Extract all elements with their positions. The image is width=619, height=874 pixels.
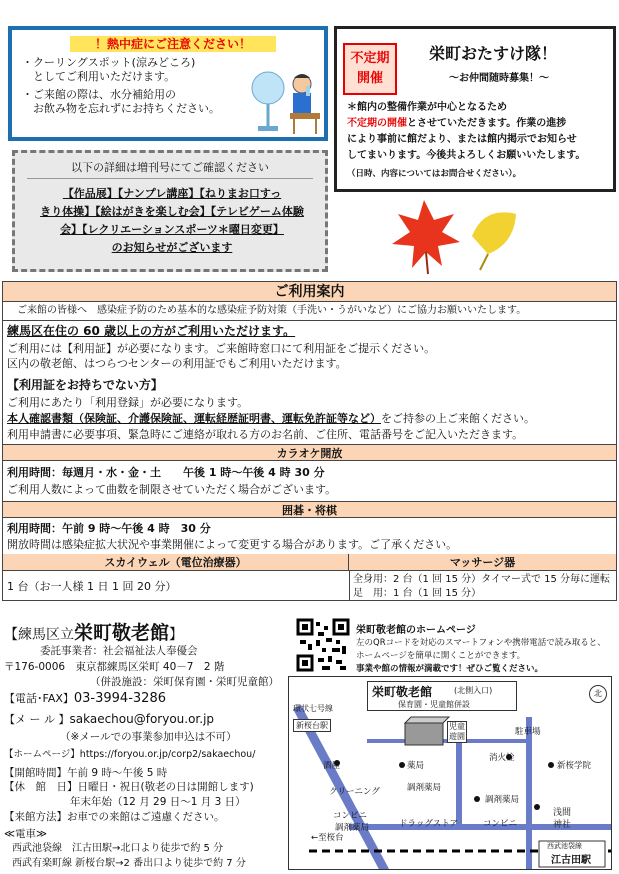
homepage-desc: 左のQRコードを対応のスマートフォンや携帯電話で読み取ると、: [356, 638, 606, 648]
tel-label: 【電話･FAX】: [4, 692, 74, 705]
heatstroke-line: ・ご来館の際は、水分補給用の: [22, 88, 176, 101]
map-label: 酒屋: [323, 761, 341, 771]
mail-row: [4, 712, 214, 727]
map-facility-name: 栄町敬老館: [372, 685, 433, 699]
skywell-title: スカイウェル（電位治療器）: [3, 554, 349, 571]
map-label: 環状七号線: [293, 704, 333, 713]
karaoke-title: カラオケ開放: [3, 444, 616, 461]
access-map: [288, 676, 612, 870]
id-documents: 本人確認書類（保険証、介護保険証、運転経歴証明書、運転免許証等など）: [7, 412, 381, 425]
badge-line: 開催: [356, 71, 383, 86]
irregular-badge: [343, 43, 397, 95]
otasuke-red: 不定期の開催: [347, 118, 407, 129]
train-heading: ≪電車≫: [4, 828, 47, 840]
map-label: コンビニ: [333, 811, 368, 821]
igo-note: 開放時間は感染症拡大状況や事業開催によって変更する場合があります。ご了承ください。: [7, 538, 458, 551]
closed-days: 【休 館 日】日曜日・祝日(敬老の日は開館します): [4, 781, 254, 793]
tel-number: 03-3994-3286: [73, 691, 166, 706]
skywell-body: 1 台（お一人様 1 日 1 回 20 分）: [7, 580, 177, 593]
homepage-title: 栄町敬老館のホームページ: [356, 625, 476, 636]
tel-row: [4, 692, 166, 706]
notice-header: 以下の詳細は増刊号にてご確認ください: [27, 159, 313, 179]
eligibility-heading: 練馬区在住の 60 歳以上の方がご利用いただけます。: [7, 324, 296, 338]
mail-address[interactable]: sakaechou@foryou.or.jp: [69, 712, 215, 726]
otasuke-box: [334, 26, 616, 192]
map-label: 調剤薬局: [335, 823, 370, 833]
autumn-leaves-illustration: [384, 196, 524, 276]
fan-person-illustration: [248, 66, 326, 138]
map-label: 調剤薬局: [407, 783, 442, 793]
otasuke-text: （日時、内容についてはお問合せください）。: [347, 169, 522, 179]
heatstroke-title: ！熱中症にご注意ください！: [70, 36, 276, 52]
map-label: コンビニ: [483, 819, 518, 829]
heatstroke-line: ・クーリングスポット(涼みどころ): [22, 56, 196, 69]
north-icon: 北: [589, 685, 607, 703]
mail-note: （※メールでの事業参加申込は不可）: [60, 731, 237, 743]
massage-title: マッサージ器: [349, 554, 616, 571]
homepage-desc: ホームページを簡単に開くことができます。: [356, 651, 526, 661]
massage-line: 全身用：2 台（1 回 15 分）タイマー式で 15 分毎に運転: [353, 574, 611, 585]
facility-suffix: 】: [169, 627, 184, 643]
map-label-part: 遊園: [449, 732, 465, 741]
notice-line: 会】【レクリエーションスポーツ＊曜日変更】: [60, 223, 284, 236]
operator: 委託事業者：社会福祉法人奉優会: [40, 645, 198, 657]
notice-line: のお知らせがございます: [111, 241, 233, 254]
map-facility-note: (北側入口): [454, 686, 493, 695]
map-label: [447, 721, 467, 743]
map-label: 神社: [553, 820, 572, 830]
igo-hours: 利用時間：午前 9 時～午後 4 時 30 分: [7, 522, 211, 535]
badge-line: 不定期: [350, 51, 390, 66]
otasuke-text: してまいります。今後共よろしくお願いいたします。: [347, 150, 586, 161]
map-label: クリーニング: [329, 787, 380, 797]
address: 〒176-0006 東京都練馬区栄町 40－7 2 階: [4, 661, 225, 673]
no-card-text: [7, 412, 535, 426]
otasuke-text: ＊館内の整備作業が中心となるため: [347, 102, 507, 113]
opening-hours: 【開館時間】午前 9 時～午後 5 時: [4, 767, 168, 779]
homepage-url[interactable]: 【ホームページ】https://foryou.or.jp/corp2/sakaechou/: [4, 749, 256, 760]
map-label: 薬局: [407, 761, 425, 771]
homepage-desc: 事業や館の情報が満載です！ぜひご覧ください。: [356, 664, 544, 674]
train-access: 西武有楽町線 新桜台駅→2 番出口より徒歩で約 7 分: [12, 858, 246, 869]
map-label: 浅間: [553, 808, 572, 818]
train-access: 西武池袋線 江古田駅→北口より徒歩で約 5 分: [12, 843, 224, 854]
no-card-rest: をご持参の上ご来館ください。: [381, 412, 535, 425]
heatstroke-line: お飲み物を忘れずにお持ちください。: [22, 102, 220, 115]
otasuke-subtitle: ～お仲間随時募集！～: [449, 73, 549, 84]
notice-line: 【作品展】【ナンプレ講座】【ねりまお口すっ: [62, 187, 282, 200]
map-label: 消火栓: [489, 753, 515, 763]
access-note: 【来館方法】お車での来館はご遠慮ください。: [4, 811, 225, 823]
facility-name: 栄町敬老館: [74, 622, 170, 644]
map-label: ←至桜台: [311, 833, 344, 843]
facility-prefix: 【練馬区立: [4, 627, 74, 643]
karaoke-hours: 利用時間：毎週月・水・金・土 午後 1 時～午後 4 時 30 分: [7, 466, 325, 479]
heatstroke-box: [8, 26, 328, 141]
massage-line: 足 用：1 台（1 回 15 分）: [353, 588, 482, 599]
mail-label: 【メ ー ル 】: [4, 713, 70, 726]
map-label: 江古田駅: [551, 855, 591, 866]
usage-info-title: ご利用案内: [3, 282, 616, 302]
notice-line: きり体操】【絵はがきを楽しむ会】【テレビゲーム体験: [40, 205, 304, 218]
karaoke-note: ご利用人数によって曲数を制限させていただく場合がございます。: [7, 483, 337, 496]
closed-days-2: 年末年始（12 月 29 日～1 月 3 日）: [70, 796, 246, 808]
no-card-text: ご利用にあたり「利用登録」が必要になります。: [7, 396, 249, 409]
eligibility-text: 区内の敬老館、はつらつセンターの利用証でもご利用いただけます。: [7, 357, 347, 370]
map-facility-box: [367, 681, 517, 711]
address-note: （併設施設：栄町保育園・栄町児童館）: [90, 676, 279, 688]
map-label: ドラッグストア: [399, 819, 458, 829]
heatstroke-line: としてご利用いただけます。: [22, 70, 176, 83]
otasuke-text: [347, 117, 566, 131]
facility-heading: [4, 618, 183, 645]
no-card-heading: 【利用証をお持ちでない方】: [7, 378, 163, 392]
map-label-part: 児童: [449, 722, 465, 731]
usage-info-table: [2, 281, 617, 601]
usage-intro: ご来館の皆様へ 感染症予防のため基本的な感染症予防対策（手洗い・うがいなど）にご協力お願いいたします。: [17, 305, 527, 316]
no-card-text: 利用申請書に必要事項、緊急時にご連絡が取れる方のお名前、ご住所、電話番号をご記入いただきます。: [7, 428, 524, 441]
otasuke-rest: とさせていただきます。作業の進捗: [407, 118, 567, 129]
eligibility-text: ご利用には【利用証】が必要になります。ご来館時窓口にて利用証をご提示ください。: [7, 342, 436, 355]
otasuke-text: により事前に館だより、または館内掲示でお知らせ: [347, 134, 577, 145]
notice-box: [12, 150, 328, 272]
map-facility-sub: 保育園・児童館併設: [398, 700, 470, 709]
map-label: 新桜学院: [557, 761, 592, 771]
qr-code-image[interactable]: [296, 618, 350, 672]
map-label: 調剤薬局: [485, 795, 520, 805]
igo-title: 囲碁・将棋: [3, 501, 616, 518]
map-label: 西武池袋線: [547, 842, 582, 850]
map-label: 新桜台駅: [293, 719, 331, 732]
map-label: 駐車場: [515, 727, 541, 737]
otasuke-title: 栄町おたすけ隊！: [429, 44, 558, 63]
